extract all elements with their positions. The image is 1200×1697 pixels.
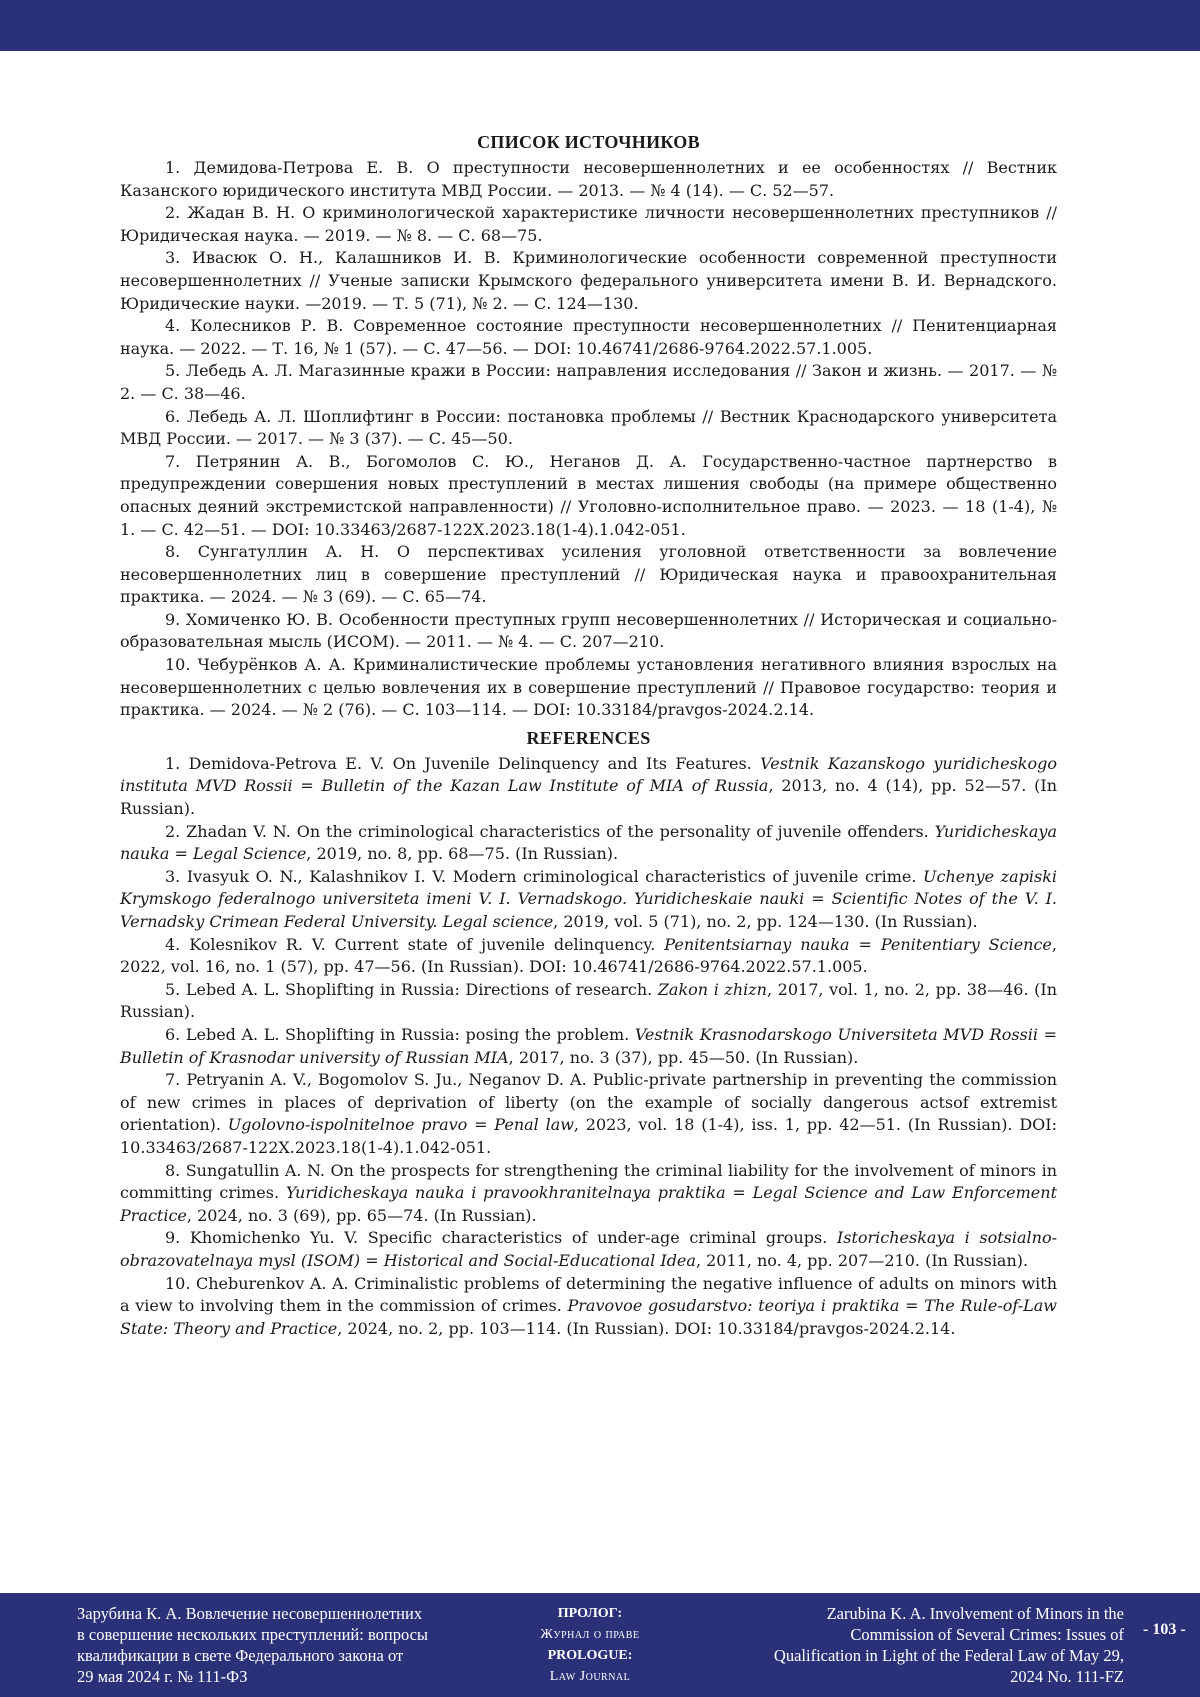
reference-item xyxy=(120,979,1057,1024)
page-footer xyxy=(0,1593,1200,1697)
reference-item: 5. Лебедь А. Л. Магазинные кражи в России: направления исследования // Закон и жизнь. — 2017. — № 2. — С. 38—46. xyxy=(120,361,1057,403)
journal-name xyxy=(500,1603,680,1687)
reference-item xyxy=(120,866,1057,934)
reference-item: 9. Хомиченко Ю. В. Особенности преступных групп несовершеннолетних // Историческая и социально-образовательная мысль (ИСОМ). — 2011. — № 4. — С. 207—210. xyxy=(120,609,1057,652)
reference-source: Vestnik Krasnodarskogo Universiteta MVD Rossii = Bulletin of Krasnodar university of Russian MIA xyxy=(120,1024,1058,1067)
reference-item: 7. Петрянин А. В., Богомолов С. Ю., Неганов Д. А. Государственно-частное партнерство в предупреждении совершения новых преступлений в местах лишения свободы (на примере общественно опасных деяний экстремистской направленности) // Уголовно-исполнительное право. — 2023. — 18 (1-4), № 1. — С. 42—51. — DOI: 10.33463/2687-122X.2023.18(1-4).1.042-051. xyxy=(120,451,1057,539)
en-references-title: REFERENCES xyxy=(526,727,651,748)
reference-authors-title: 7. Petryanin A. V., Bogomolov S. Ju., Neganov D. A. Public-private partnership in preventing the commission of new crimes in places of deprivation of liberty (on the example of socially dangerous actsof extremist orientation). xyxy=(120,1070,1057,1135)
reference-item xyxy=(120,1069,1057,1159)
footer-line: Zarubina K. A. Involvement of Minors in the xyxy=(826,1604,1124,1623)
reference-item: 3. Ивасюк О. Н., Калашников И. В. Криминологические особенности современной преступности несовершеннолетних // Ученые записки Крымского федерального университета имени В. И. Вернадского. Юридические науки. —2019. — Т. 5 (71), № 2. — С. 124—130. xyxy=(120,248,1057,313)
reference-source: Uchenye zapiski Krymskogo federalnogo universiteta imeni V. I. Vernadskogo. Yuridicheskaie nauki = Scientific Notes of the V. I. Vernadsky Crimean Federal University. Legal science xyxy=(120,866,1058,931)
reference-details: , 2024, no. 3 (69), pp. 65—74. (In Russian). xyxy=(186,1205,537,1225)
reference-source: Vestnik Kazanskogo yuridicheskogo instituta MVD Rossii = Bulletin of the Kazan Law Institute of MIA of Russia xyxy=(120,753,1058,796)
reference-details: , 2022, vol. 16, no. 1 (57), pp. 47—56. (In Russian). DOI: 10.46741/2686-9764.2022.57.1.005. xyxy=(120,934,1057,977)
reference-source: Penitentsiarnay nauka = Penitentiary Science xyxy=(664,934,1052,954)
footer-line: Commission of Several Crimes: Issues of xyxy=(850,1625,1124,1644)
reference-details: , 2013, no. 4 (14), pp. 52—57. (In Russian). xyxy=(120,776,1057,819)
reference-authors-title: 1. Demidova-Petrova E. V. On Juvenile Delinquency and Its Features. xyxy=(165,753,761,773)
top-banner xyxy=(0,0,1200,51)
footer-line: Зарубина К. А. Вовлечение несовершеннолетних xyxy=(77,1604,423,1623)
reference-authors-title: 4. Kolesnikov R. V. Current state of juvenile delinquency. xyxy=(165,934,665,954)
reference-item: 4. Колесников Р. В. Современное состояние преступности несовершеннолетних // Пенитенциарная наука. — 2022. — Т. 16, № 1 (57). — С. 47—56. — DOI: 10.46741/2686-9764.2022.57.1.005. xyxy=(120,316,1057,358)
reference-item: 1. Демидова-Петрова Е. В. О преступности несовершеннолетних и ее особенностях // Вестник Казанского юридического института МВД России. — 2013. — № 4 (14). — С. 52—57. xyxy=(120,158,1057,200)
ru-references-list xyxy=(120,157,1057,722)
reference-item xyxy=(120,934,1057,979)
footer-line: в совершение нескольких преступлений: вопросы xyxy=(77,1625,429,1644)
footer-line: 2024 No. 111-FZ xyxy=(1010,1667,1124,1686)
footer-line: Qualification in Light of the Federal Law of May 29, xyxy=(773,1646,1124,1665)
reference-item xyxy=(120,753,1057,821)
reference-item: 8. Сунгатуллин А. Н. О перспективах усиления уголовной ответственности за вовлечение несовершеннолетних лиц в совершение преступлений // Юридическая наука и правоохранительная практика. — 2024. — № 3 (69). — С. 65—74. xyxy=(120,542,1057,607)
reference-details: , 2024, no. 2, pp. 103—114. (In Russian). DOI: 10.33184/pravgos-2024.2.14. xyxy=(337,1318,956,1338)
bibliography xyxy=(120,130,1057,1340)
reference-authors-title: 8. Sungatullin A. N. On the prospects for strengthening the criminal liability for the involvement of minors in committing crimes. xyxy=(120,1160,1057,1203)
reference-item xyxy=(120,1160,1057,1228)
reference-details: , 2023, vol. 18 (1-4), iss. 1, pp. 42—51. (In Russian). DOI: 10.33463/2687-122X.2023.18(1-4).1.042-051. xyxy=(120,1115,1057,1157)
reference-source: Zakon i zhizn xyxy=(657,979,767,999)
en-references-list xyxy=(120,753,1057,1340)
reference-item: 2. Жадан В. Н. О криминологической характеристике личности несовершеннолетних преступников // Юридическая наука. — 2019. — № 8. — С. 68—75. xyxy=(120,203,1057,245)
footer-citation-en xyxy=(690,1603,1124,1687)
reference-authors-title: 3. Ivasyuk O. N., Kalashnikov I. V. Modern criminological characteristics of juvenile crime. xyxy=(165,866,924,886)
reference-authors-title: 6. Lebed A. L. Shoplifting in Russia: posing the problem. xyxy=(165,1024,635,1044)
journal-subtitle-en: Law Journal xyxy=(549,1669,631,1684)
reference-source: Yuridicheskaya nauka i pravookhranitelnaya praktika = Legal Science and Law Enforcement Practice xyxy=(120,1183,1058,1225)
ru-references-title: СПИСОК ИСТОЧНИКОВ xyxy=(477,132,700,152)
journal-name-en: PROLOGUE: xyxy=(547,1648,633,1663)
journal-name-ru: ПРОЛОГ: xyxy=(557,1606,623,1621)
reference-source: Yuridicheskaya nauka = Legal Science xyxy=(120,821,1057,864)
page-number: - 103 - xyxy=(1143,1621,1186,1638)
reference-item: 10. Чебурёнков А. А. Криминалистические проблемы установления негативного влияния взрослых на несовершеннолетних с целью вовлечения их в совершение преступлений // Правовое государство: теория и практика. — 2024. — № 2 (76). — С. 103—114. — DOI: 10.33184/pravgos-2024.2.14. xyxy=(120,655,1057,720)
reference-authors-title: 2. Zhadan V. N. On the criminological characteristics of the personality of juvenile offenders. xyxy=(165,821,935,841)
reference-authors-title: 10. Cheburenkov A. A. Criminalistic problems of determining the negative influence of adults on minors with a view to involving them in the commission of crimes. xyxy=(120,1273,1057,1316)
footer-citation-ru xyxy=(77,1603,497,1687)
reference-authors-title: 5. Lebed A. L. Shoplifting in Russia: Directions of research. xyxy=(165,979,658,999)
reference-source: Ugolovno-ispolnitelnoe pravo = Penal law xyxy=(227,1115,574,1135)
footer-line: квалификации в свете Федерального закона от xyxy=(77,1646,404,1665)
reference-details: , 2019, no. 8, pp. 68—75. (In Russian). xyxy=(306,844,619,864)
journal-subtitle-ru: Журнал о праве xyxy=(540,1627,640,1642)
reference-item xyxy=(120,1024,1057,1069)
reference-details: , 2017, vol. 1, no. 2, pp. 38—46. (In Russian). xyxy=(120,979,1058,1022)
reference-source: Pravovoe gosudarstvo: teoriya i praktika = The Rule-of-Law State: Theory and Practice xyxy=(120,1296,1057,1338)
footer-line: 29 мая 2024 г. № 111-ФЗ xyxy=(77,1667,248,1686)
reference-details: , 2011, no. 4, pp. 207—210. (In Russian). xyxy=(695,1250,1029,1270)
reference-item xyxy=(120,821,1057,866)
reference-source: Istoricheskaya i sotsialno-obrazovatelnaya mysl (ISOM) = Historical and Social-Educational Idea xyxy=(120,1228,1058,1270)
reference-details: , 2019, vol. 5 (71), no. 2, pp. 124—130. (In Russian). xyxy=(553,912,978,931)
reference-item: 6. Лебедь А. Л. Шоплифтинг в России: постановка проблемы // Вестник Краснодарского университета МВД России. — 2017. — № 3 (37). — С. 45—50. xyxy=(120,406,1057,449)
reference-item xyxy=(120,1273,1057,1341)
reference-details: , 2017, no. 3 (37), pp. 45—50. (In Russian). xyxy=(508,1047,859,1067)
reference-authors-title: 9. Khomichenko Yu. V. Specific characteristics of under-age criminal groups. xyxy=(165,1228,837,1248)
reference-item xyxy=(120,1227,1057,1272)
